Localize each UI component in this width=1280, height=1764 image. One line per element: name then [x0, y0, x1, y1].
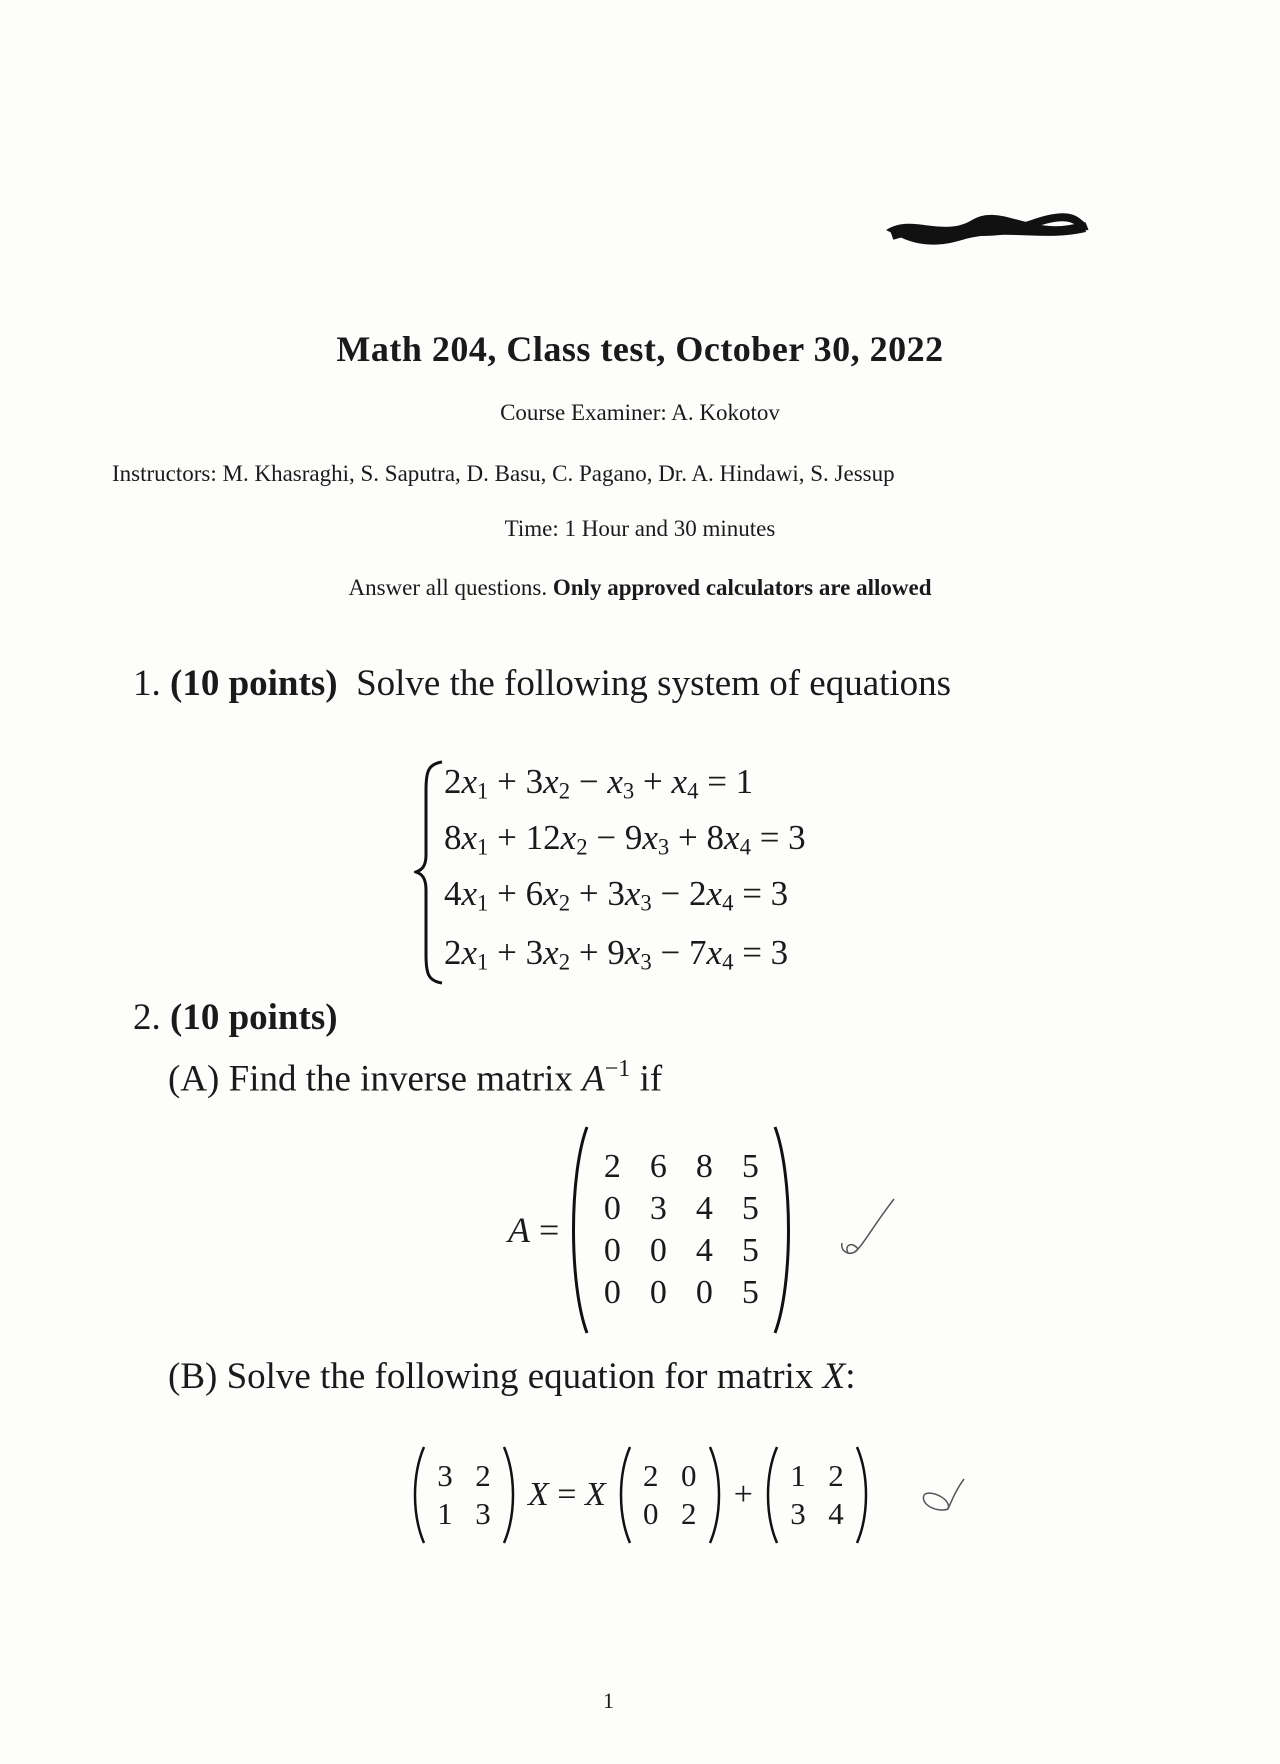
matrix-entry: 0	[695, 1274, 713, 1311]
matrix-entry: 4	[695, 1232, 713, 1269]
variable: x	[706, 874, 723, 913]
variable: x	[607, 762, 623, 801]
examiner-name: A. Kokotov	[671, 400, 780, 425]
colon: :	[845, 1356, 856, 1397]
variable-index: 4	[722, 890, 734, 916]
question-1-heading	[133, 662, 951, 705]
matrix-symbol: X	[528, 1476, 549, 1513]
variable-index: 3	[657, 834, 670, 860]
redacted-scribble	[882, 208, 1090, 248]
matrix-entry: 0	[603, 1232, 621, 1269]
equation-row	[444, 762, 753, 805]
matrix-entry: 5	[741, 1190, 759, 1227]
question-number: 1.	[133, 663, 161, 704]
time-limit	[0, 516, 1280, 542]
matrix-entry: 2	[828, 1458, 844, 1493]
variable-index: 4	[722, 949, 734, 975]
variable: x	[724, 818, 740, 857]
matrix-constant	[779, 1457, 855, 1533]
matrix-entry: 5	[741, 1274, 759, 1311]
variable-index: 2	[576, 834, 588, 860]
part-label: (B)	[168, 1356, 218, 1397]
variable-index: 2	[558, 890, 571, 916]
instructors-label: Instructors:	[112, 461, 217, 486]
right-paren	[855, 1445, 871, 1545]
instructions-bold: Only approved calculators are allowed	[552, 575, 932, 600]
equation-term: 2	[444, 762, 462, 801]
equation-row	[444, 874, 788, 917]
equation-term: − 9	[596, 818, 643, 857]
variable: x	[624, 933, 641, 972]
instructions	[0, 575, 1280, 601]
equation-term: = 1	[707, 762, 754, 801]
matrix-a	[589, 1148, 773, 1312]
variable-index: 1	[477, 778, 489, 804]
right-paren	[773, 1125, 795, 1335]
variable: x	[624, 874, 641, 913]
variable: x	[642, 818, 658, 857]
right-paren	[502, 1445, 518, 1545]
part-text: Find the inverse matrix	[228, 1058, 573, 1100]
left-paren	[763, 1445, 779, 1545]
question-points: (10 points)	[170, 997, 338, 1038]
matrix-entry: 1	[437, 1496, 453, 1531]
examiner-label: Course Examiner:	[500, 400, 667, 425]
matrix-symbol: X	[584, 1476, 606, 1513]
matrix-entry: 3	[437, 1458, 453, 1493]
variable: x	[543, 933, 559, 972]
time-label: Time:	[504, 516, 559, 541]
matrix-entry: 6	[649, 1148, 667, 1185]
variable: x	[461, 933, 478, 972]
equation-term: + 12	[497, 818, 561, 857]
variable-index: 4	[687, 778, 699, 804]
equation-term: = 3	[759, 818, 806, 857]
matrix-symbol: A	[508, 1210, 530, 1250]
time-value: 1 Hour and 30 minutes	[564, 516, 776, 541]
equation-term: −	[578, 762, 608, 801]
equation-term: = 3	[742, 933, 789, 972]
equation-term: + 8	[678, 818, 725, 857]
equation-term: 4	[444, 874, 462, 913]
page-title: Math 204, Class test, October 30, 2022	[336, 329, 944, 369]
inverse-exponent: −1	[604, 1056, 631, 1082]
left-paren	[567, 1125, 589, 1335]
matrix-entry: 2	[681, 1496, 697, 1531]
variable: x	[461, 874, 478, 913]
matrix-entry: 3	[649, 1190, 667, 1227]
matrix-symbol: X	[822, 1356, 846, 1397]
handwritten-check-mark	[918, 1475, 968, 1520]
question-2-heading	[133, 996, 338, 1039]
variable-index: 2	[558, 778, 571, 804]
variable: x	[543, 874, 559, 913]
variable: x	[461, 762, 478, 801]
equation-term: = 3	[742, 874, 789, 913]
matrix-entry: 3	[475, 1496, 491, 1531]
equation-term: + 6	[497, 874, 544, 913]
equals-sign: =	[557, 1476, 577, 1513]
variable-index: 3	[640, 890, 652, 916]
question-prompt: Solve the following system of equations	[356, 663, 952, 704]
equation-term: − 2	[660, 874, 707, 913]
matrix-entry: 0	[603, 1190, 621, 1227]
matrix-left-coefficient	[426, 1457, 502, 1533]
matrix-entry: 3	[790, 1496, 806, 1531]
equation-term: +	[643, 762, 672, 801]
matrix-right-coefficient	[632, 1457, 708, 1533]
variable-index: 1	[477, 949, 489, 975]
equation-term: − 7	[660, 933, 707, 972]
part-suffix: if	[639, 1058, 663, 1100]
variable-index: 3	[640, 949, 652, 975]
matrix-entry: 2	[643, 1458, 659, 1493]
instructors	[112, 461, 895, 487]
equation-term: + 3	[497, 762, 544, 801]
equation-term: 2	[444, 933, 462, 972]
matrix-entry: 0	[681, 1458, 697, 1493]
matrix-symbol: A	[582, 1058, 605, 1100]
variable-index: 1	[477, 890, 489, 916]
variable-index: 2	[558, 949, 571, 975]
left-brace	[414, 760, 444, 985]
matrix-entry: 5	[741, 1232, 759, 1269]
matrix-equation	[410, 1445, 871, 1545]
variable-index: 1	[477, 834, 489, 860]
equation-row	[444, 818, 806, 861]
matrix-a-definition: A = 2 6 8 5 0 3 4 5 0 0 4 5 0 0 0 5	[508, 1125, 795, 1335]
part-a-prompt	[168, 1056, 662, 1100]
part-b-prompt	[168, 1355, 855, 1398]
plus-sign: +	[733, 1476, 753, 1513]
left-paren	[616, 1445, 632, 1545]
matrix-entry: 1	[790, 1458, 806, 1493]
instructors-list: M. Khasraghi, S. Saputra, D. Basu, C. Pagano, Dr. A. Hindawi, S. Jessup	[222, 461, 895, 486]
question-points: (10 points)	[170, 663, 338, 704]
instructions-plain: Answer all questions.	[348, 575, 548, 600]
variable: x	[706, 933, 723, 972]
matrix-entry: 8	[695, 1148, 713, 1185]
matrix-entry: 0	[649, 1274, 667, 1311]
page-number: 1	[603, 1688, 614, 1713]
equation-row	[444, 933, 788, 976]
handwritten-check-mark	[838, 1195, 898, 1265]
left-paren	[410, 1445, 426, 1545]
equation-term: + 3	[497, 933, 544, 972]
matrix-entry: 2	[603, 1148, 621, 1185]
question-number: 2.	[133, 997, 161, 1038]
part-text: Solve the following equation for matrix	[226, 1356, 814, 1397]
course-examiner	[0, 400, 1280, 426]
equation-term: 8	[444, 818, 462, 857]
right-paren	[708, 1445, 724, 1545]
matrix-entry: 2	[475, 1458, 491, 1493]
equation-term: + 9	[578, 933, 625, 972]
matrix-entry: 0	[643, 1496, 659, 1531]
variable: x	[461, 818, 478, 857]
variable-index: 3	[622, 778, 635, 804]
variable: x	[560, 818, 577, 857]
matrix-entry: 4	[828, 1496, 844, 1531]
variable: x	[543, 762, 559, 801]
matrix-entry: 0	[603, 1274, 621, 1311]
variable-index: 4	[739, 834, 751, 860]
matrix-entry: 5	[741, 1148, 759, 1185]
equation-term: + 3	[578, 874, 625, 913]
part-label: (A)	[168, 1058, 220, 1100]
matrix-entry: 0	[649, 1232, 667, 1269]
matrix-entry: 4	[695, 1190, 713, 1227]
variable: x	[671, 762, 688, 801]
